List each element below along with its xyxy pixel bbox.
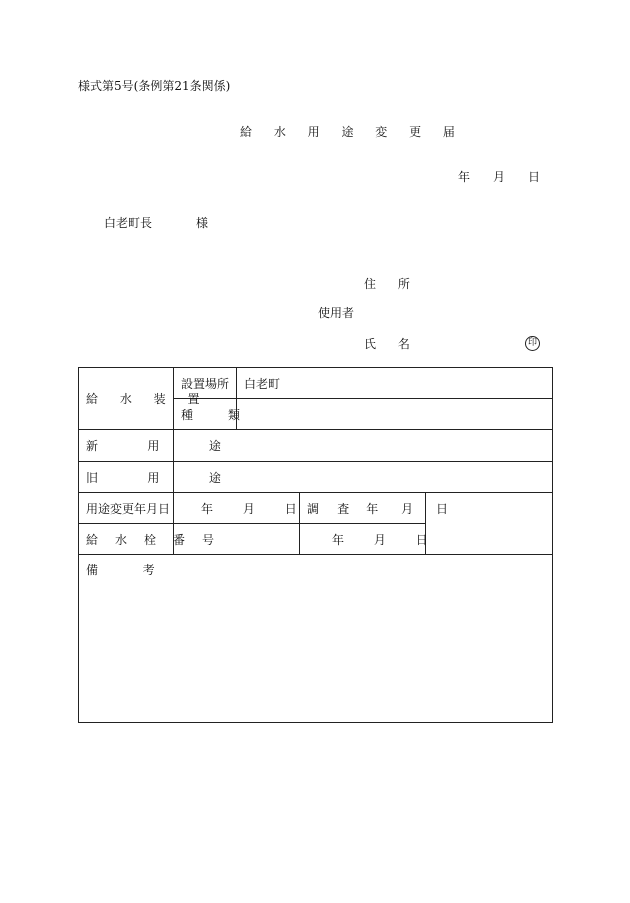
survey-label: 調 査 (307, 501, 357, 516)
change-date-label: 用途変更年月日 (79, 493, 174, 524)
survey-date2-month: 月 (373, 532, 386, 547)
survey-date-year: 年 (366, 501, 379, 516)
form-number: 様式第5号(条例第21条関係) (78, 79, 231, 93)
change-date-value (174, 493, 300, 524)
user-label: 使用者 (318, 306, 355, 320)
survey-date-value-2 (300, 524, 426, 555)
addressee-honorific: 様 (196, 216, 209, 230)
addressee-name: 白老町長 (104, 216, 153, 230)
new-use-label: 新 用 途 (79, 430, 174, 462)
type-value (237, 399, 553, 430)
date-month: 月 (493, 170, 506, 184)
location-value: 白老町 (237, 368, 553, 399)
date-year: 年 (458, 170, 471, 184)
survey-date-value (300, 493, 448, 524)
old-use-label: 旧 用 途 (79, 462, 174, 493)
survey-date-month: 月 (401, 501, 414, 516)
application-table (78, 367, 553, 723)
change-date-day: 日 (284, 501, 297, 516)
remarks-label: 備 考 (79, 555, 553, 723)
survey-date2-day: 日 (415, 532, 428, 547)
device-label: 給 水 装 置 (79, 368, 174, 430)
survey-date2-year: 年 (332, 532, 345, 547)
change-date-month: 月 (242, 501, 255, 516)
hydrant-number-label: 給 水 栓 番 号 (79, 524, 174, 555)
date-day: 日 (528, 170, 541, 184)
address-label: 住 所 (364, 277, 419, 291)
form-title: 給 水 用 途 変 更 届 (240, 125, 464, 139)
change-date-year: 年 (201, 501, 214, 516)
type-label: 種 類 (174, 399, 237, 430)
location-label: 設置場所 (174, 368, 237, 399)
seal-mark: 印 (525, 336, 540, 351)
name-label: 氏 名 (364, 337, 419, 351)
survey-date-day: 日 (435, 501, 448, 516)
